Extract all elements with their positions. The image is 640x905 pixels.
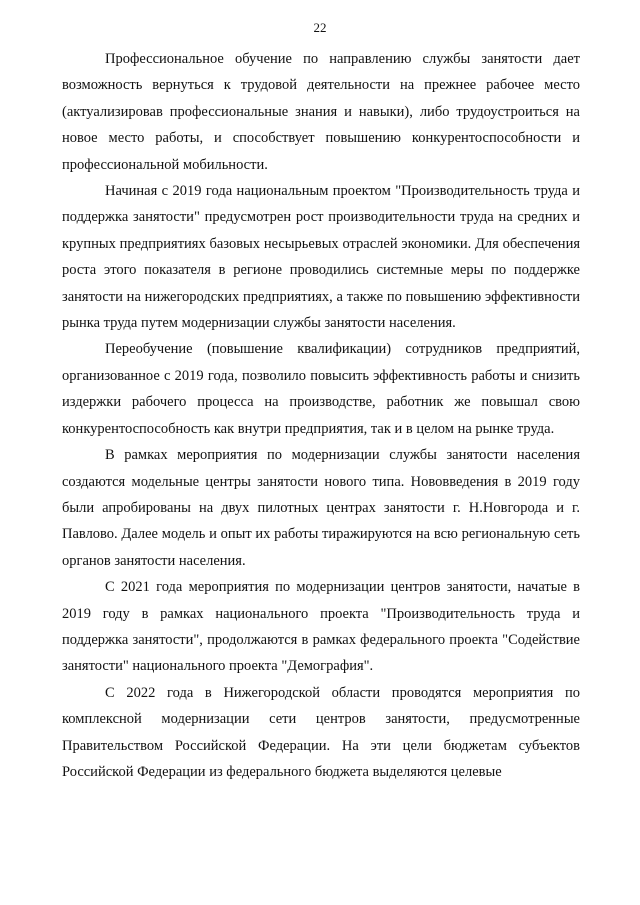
paragraph-modernization-2021: С 2021 года мероприятия по модернизации центров занятости, начатые в 2019 году в рамках национального проекта "Производительность труда и поддержка занятости", продолжаются в рамках федерального проекта "Содействие занятости" национального проекта "Демография". <box>62 579 580 675</box>
paragraph-modernization-2022: С 2022 года в Нижегородской области проводятся мероприятия по комплексной модернизации сети центров занятости, предусмотренные Правительством Российской Федерации. На эти цели бюджетам субъектов Российской Федерации из федерального бюджета выделяются целевые <box>62 684 580 780</box>
paragraph-model-centers: В рамках мероприятия по модернизации службы занятости населения создаются модельные центры занятости нового типа. Нововведения в 2019 году были апробированы на двух пилотных центрах занятости г. Н.Новгорода и г. Павлово. Далее модель и опыт их работы тиражируются на всю региональную сеть органов занятости населения. <box>62 447 580 569</box>
page-number: 22 <box>313 20 327 35</box>
paragraph-retraining: Переобучение (повышение квалификации) сотрудников предприятий, организованное с 2019 года, позволило повысить эффективность работы и снизить издержки рабочего процесса на производстве, работник же повышал свою конкурентоспособность как внутри предприятия, так и в целом на рынке труда. <box>62 341 580 437</box>
body-text <box>62 46 580 785</box>
paragraph-national-project: Начиная с 2019 года национальным проектом "Производительность труда и поддержка занятости" предусмотрен рост производительности труда на средних и крупных предприятиях базовых несырьевых отраслей экономики. Для обеспечения роста этого показателя в регионе проводились системные меры по поддержке занятости на нижегородских предприятиях, а также по повышению эффективности рынка труда путем модернизации службы занятости населения. <box>62 183 580 332</box>
paragraph-vocational-training: Профессиональное обучение по направлению службы занятости дает возможность вернуться к трудовой деятельности на прежнее рабочее место (актуализировав профессиональные знания и навыки), либо трудоустроиться на новое место работы, и способствует повышению конкурентоспособности и профессиональной мобильности. <box>62 51 580 173</box>
